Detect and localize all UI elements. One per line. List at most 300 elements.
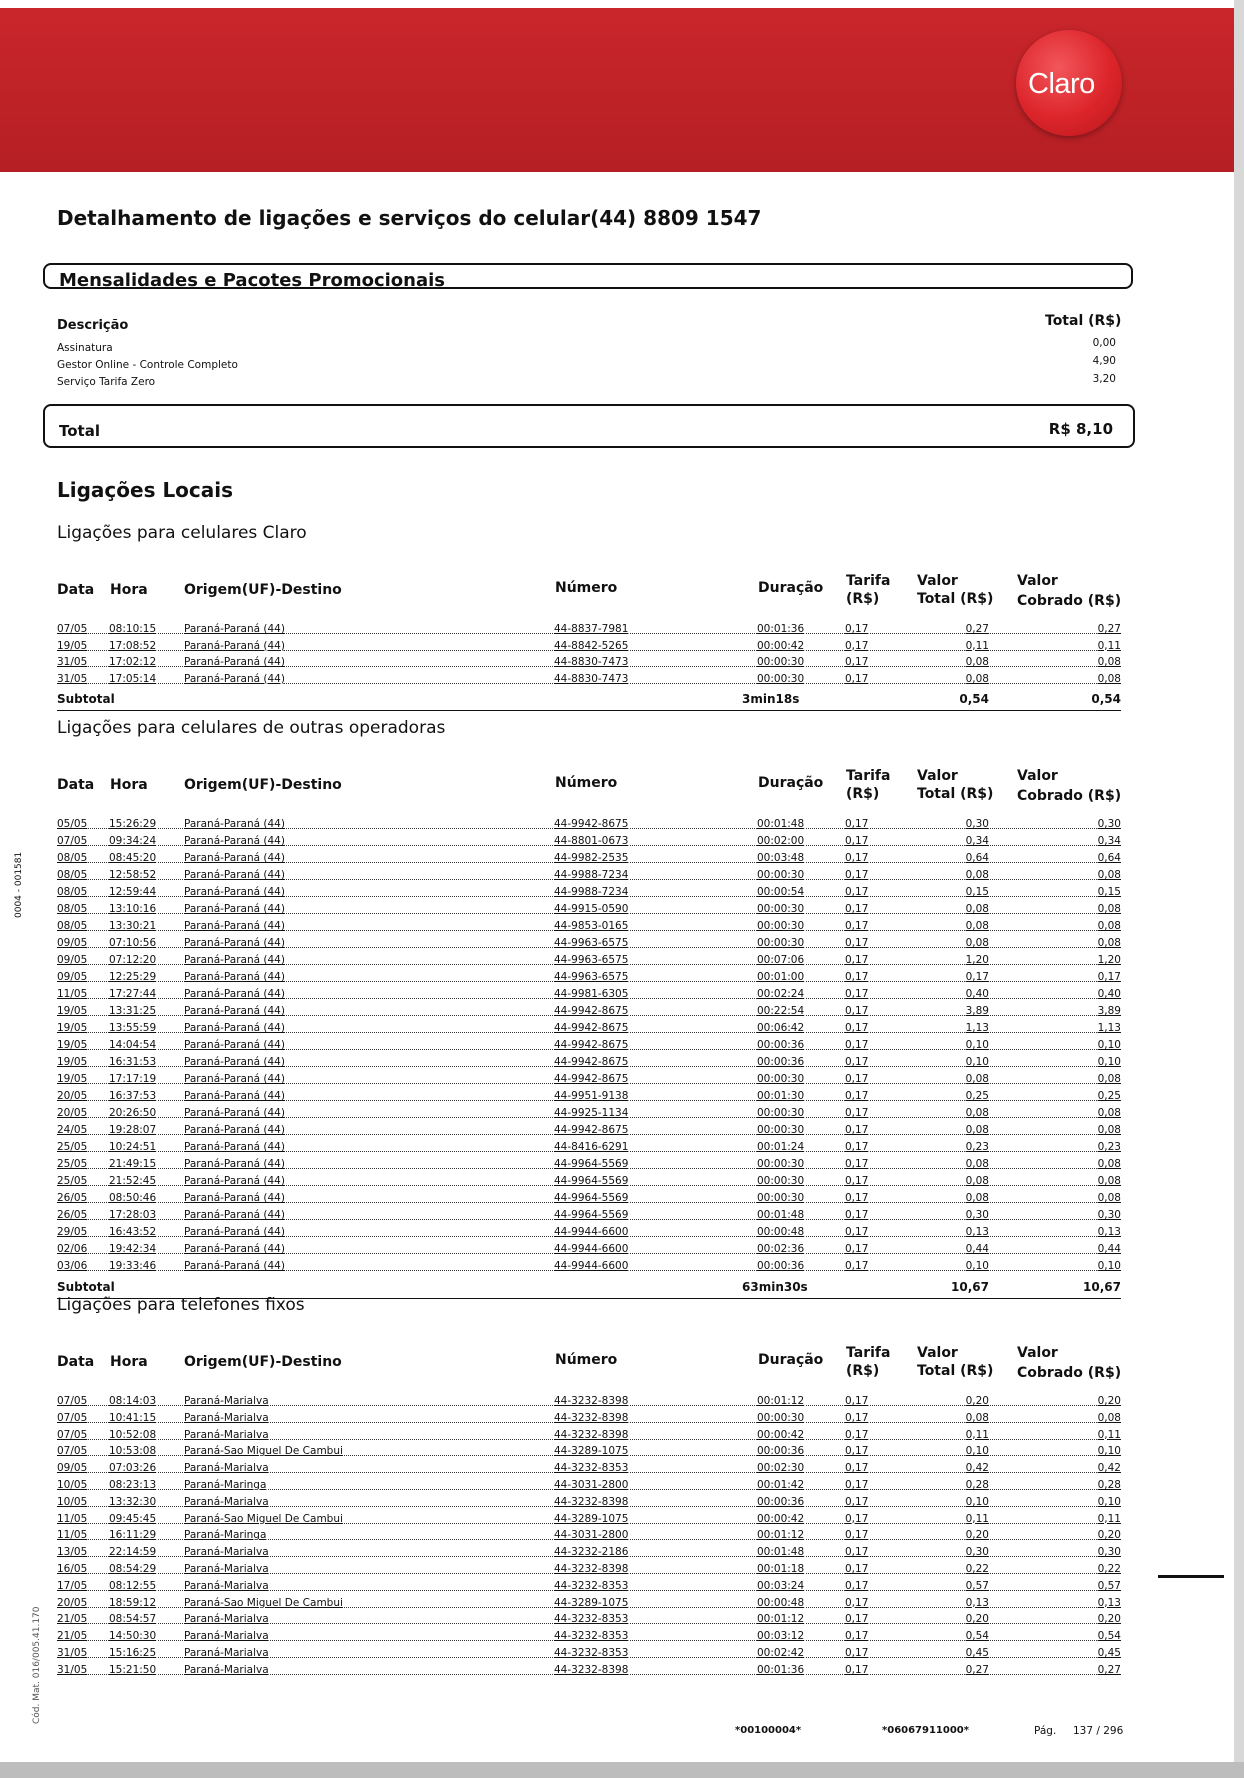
cell-tarifa: 0,17 <box>845 672 869 685</box>
cell-numero: 44-9942-8675 <box>554 1056 629 1068</box>
cell-valor-cobrado: 0,15 <box>1097 886 1121 898</box>
cell-valor-cobrado: 0,23 <box>1097 1141 1121 1153</box>
cell-tarifa: 0,17 <box>845 1462 869 1475</box>
cell-origem-destino: Paraná-Maringa <box>184 1529 267 1542</box>
cell-data: 07/05 <box>57 1428 88 1441</box>
table-row <box>57 671 1121 688</box>
cell-origem-destino: Paraná-Marialva <box>184 1462 269 1475</box>
table-row <box>57 1105 1121 1122</box>
subtotal-row <box>57 690 1121 708</box>
cell-valor-total: 0,13 <box>965 1596 989 1609</box>
cell-tarifa: 0,17 <box>845 1630 869 1643</box>
cell-duracao: 00:00:36 <box>757 1260 805 1272</box>
ligacoes-locais-heading: Ligações Locais <box>57 478 234 502</box>
cell-duracao: 00:00:36 <box>757 1056 805 1068</box>
cell-origem-destino: Paraná-Marialva <box>184 1411 269 1424</box>
cell-valor-cobrado: 0,11 <box>1097 639 1121 652</box>
table-row <box>57 833 1121 850</box>
cell-valor-cobrado: 0,08 <box>1097 920 1121 932</box>
cell-numero: 44-9944-6600 <box>554 1226 629 1238</box>
table-row <box>57 1393 1121 1410</box>
cell-valor-total: 0,10 <box>965 1445 989 1458</box>
cell-numero: 44-3289-1075 <box>554 1445 629 1458</box>
cell-data: 19/05 <box>57 1022 88 1034</box>
cell-tarifa: 0,17 <box>845 1395 869 1407</box>
cell-duracao: 00:02:30 <box>757 1462 805 1475</box>
col-header-duracao: Duração <box>758 1352 824 1368</box>
col-header-tarifa-unit: (R$) <box>846 591 880 607</box>
cell-origem-destino: Paraná-Paraná (44) <box>184 1192 285 1204</box>
cell-data: 19/05 <box>57 1039 88 1051</box>
cell-origem-destino: Paraná-Paraná (44) <box>184 1056 285 1068</box>
col-header-valor-total-unit: Total (R$) <box>917 1363 994 1379</box>
cell-data: 03/06 <box>57 1260 88 1272</box>
cell-valor-total: 0,11 <box>965 1428 989 1441</box>
cell-tarifa: 0,17 <box>845 954 869 966</box>
cell-valor-cobrado: 0,45 <box>1097 1647 1121 1659</box>
cell-duracao: 00:00:30 <box>757 1107 805 1119</box>
cell-valor-total: 0,20 <box>965 1529 989 1542</box>
cell-data: 19/05 <box>57 639 88 652</box>
cell-data: 09/05 <box>57 1462 88 1475</box>
cell-origem-destino: Paraná-Maringa <box>184 1479 267 1491</box>
cell-data: 10/05 <box>57 1495 88 1508</box>
cell-valor-cobrado: 0,08 <box>1097 1411 1121 1424</box>
cell-valor-cobrado: 0,22 <box>1097 1563 1121 1575</box>
table-row <box>57 1139 1121 1156</box>
cell-duracao: 00:01:48 <box>757 818 805 830</box>
cell-valor-total: 0,08 <box>965 920 989 932</box>
col-header-origem: Origem(UF)-Destino <box>184 582 342 598</box>
cell-origem-destino: Paraná-Marialva <box>184 1395 269 1407</box>
cell-valor-cobrado: 0,08 <box>1097 1107 1121 1119</box>
col-header-valor-cobrado-unit: Cobrado (R$) <box>1017 1365 1122 1381</box>
cell-valor-cobrado: 0,11 <box>1097 1512 1121 1525</box>
cell-tarifa: 0,17 <box>845 1647 869 1659</box>
table-row <box>57 935 1121 952</box>
cell-hora: 16:43:52 <box>109 1226 157 1238</box>
cell-data: 13/05 <box>57 1546 88 1559</box>
cell-tarifa: 0,17 <box>845 869 869 881</box>
cell-duracao: 00:03:48 <box>757 852 805 864</box>
cell-valor-total: 0,10 <box>965 1260 989 1272</box>
col-header-valor-cobrado-unit: Cobrado (R$) <box>1017 788 1122 804</box>
cell-data: 07/05 <box>57 835 88 847</box>
margin-mark <box>1158 1575 1224 1578</box>
cell-tarifa: 0,17 <box>845 1529 869 1542</box>
table-row <box>57 952 1121 969</box>
cell-origem-destino: Paraná-Paraná (44) <box>184 818 285 830</box>
cell-numero: 44-9944-6600 <box>554 1243 629 1255</box>
cell-origem-destino: Paraná-Paraná (44) <box>184 1124 285 1136</box>
cell-hora: 16:31:53 <box>109 1056 157 1068</box>
cell-numero: 44-9964-5569 <box>554 1209 629 1221</box>
cell-valor-total: 0,08 <box>965 672 989 685</box>
cell-valor-total: 0,08 <box>965 656 989 669</box>
total-box <box>43 404 1135 448</box>
cell-valor-total: 0,13 <box>965 1226 989 1238</box>
table-row <box>57 621 1121 638</box>
cell-valor-total: 0,30 <box>965 1546 989 1559</box>
cell-duracao: 00:01:18 <box>757 1563 805 1575</box>
cell-data: 20/05 <box>57 1107 88 1119</box>
cell-duracao: 00:03:24 <box>757 1579 805 1592</box>
cell-valor-total: 0,64 <box>965 852 989 864</box>
cell-tarifa: 0,17 <box>845 818 869 830</box>
cell-tarifa: 0,17 <box>845 623 869 635</box>
cell-duracao: 00:00:30 <box>757 1073 805 1085</box>
cell-valor-cobrado: 0,08 <box>1097 1158 1121 1170</box>
page-label: Pág. <box>1034 1725 1057 1737</box>
cell-origem-destino: Paraná-Marialva <box>184 1663 269 1676</box>
cell-valor-total: 0,30 <box>965 1209 989 1221</box>
table-row <box>57 1122 1121 1139</box>
cell-tarifa: 0,17 <box>845 1226 869 1238</box>
cell-valor-total: 0,27 <box>965 1663 989 1676</box>
table-row <box>57 1224 1121 1241</box>
cell-duracao: 00:00:48 <box>757 1226 805 1238</box>
cell-valor-total: 0,10 <box>965 1495 989 1508</box>
cell-valor-cobrado: 0,20 <box>1097 1529 1121 1542</box>
cell-numero: 44-9915-0590 <box>554 903 629 915</box>
cell-origem-destino: Paraná-Paraná (44) <box>184 954 285 966</box>
cell-hora: 13:32:30 <box>109 1495 157 1508</box>
cell-tarifa: 0,17 <box>845 1056 869 1068</box>
cell-duracao: 00:01:42 <box>757 1479 805 1491</box>
cell-hora: 13:30:21 <box>109 920 157 932</box>
cell-numero: 44-9942-8675 <box>554 1039 629 1051</box>
cell-tarifa: 0,17 <box>845 1124 869 1136</box>
cell-valor-total: 0,25 <box>965 1090 989 1102</box>
col-header-valor-total: Valor <box>917 1345 958 1361</box>
cell-origem-destino: Paraná-Paraná (44) <box>184 623 285 635</box>
table-row <box>57 1054 1121 1071</box>
cell-valor-total: 0,08 <box>965 903 989 915</box>
cell-hora: 08:45:20 <box>109 852 157 864</box>
cell-valor-cobrado: 0,10 <box>1097 1445 1121 1458</box>
cell-data: 31/05 <box>57 656 88 669</box>
subtotal-duracao: 3min18s <box>742 692 800 707</box>
cell-hora: 13:55:59 <box>109 1022 157 1034</box>
col-header-valor-total-unit: Total (R$) <box>917 786 994 802</box>
cell-valor-cobrado: 1,13 <box>1097 1022 1121 1034</box>
cell-numero: 44-3031-2800 <box>554 1529 629 1542</box>
cell-duracao: 00:00:30 <box>757 672 805 685</box>
col-header-hora: Hora <box>110 1354 148 1370</box>
cell-data: 25/05 <box>57 1158 88 1170</box>
col-header-valor-total: Valor <box>917 573 958 589</box>
cell-numero: 44-8801-0673 <box>554 835 629 847</box>
cell-numero: 44-3289-1075 <box>554 1596 629 1609</box>
cell-hora: 07:10:56 <box>109 937 157 949</box>
table-row <box>57 816 1121 833</box>
cell-valor-cobrado: 0,11 <box>1097 1428 1121 1441</box>
table-row <box>57 1595 1121 1612</box>
cell-valor-total: 0,42 <box>965 1462 989 1475</box>
cell-valor-cobrado: 0,08 <box>1097 903 1121 915</box>
service-value: 3,20 <box>1092 373 1116 385</box>
cell-numero: 44-3232-2186 <box>554 1546 629 1559</box>
claro-logo <box>1016 30 1122 136</box>
cell-numero: 44-3232-8398 <box>554 1428 629 1441</box>
cell-tarifa: 0,17 <box>845 971 869 983</box>
service-label: Serviço Tarifa Zero <box>57 376 156 388</box>
cell-data: 08/05 <box>57 869 88 881</box>
cell-duracao: 00:02:42 <box>757 1647 805 1659</box>
cell-hora: 17:27:44 <box>109 988 157 1000</box>
cell-tarifa: 0,17 <box>845 656 869 669</box>
table-row <box>57 1494 1121 1511</box>
cell-data: 20/05 <box>57 1090 88 1102</box>
subtotal-row <box>57 1278 1121 1296</box>
cell-valor-total: 0,44 <box>965 1243 989 1255</box>
cell-data: 25/05 <box>57 1175 88 1187</box>
table-row <box>57 1190 1121 1207</box>
cell-hora: 13:10:16 <box>109 903 157 915</box>
cell-numero: 44-3289-1075 <box>554 1512 629 1525</box>
col-header-valor-cobrado-unit: Cobrado (R$) <box>1017 593 1122 609</box>
cell-tarifa: 0,17 <box>845 1073 869 1085</box>
table-row <box>57 1645 1121 1662</box>
cell-duracao: 00:01:24 <box>757 1141 805 1153</box>
cell-duracao: 00:02:00 <box>757 835 805 847</box>
table-row <box>57 901 1121 918</box>
cell-hora: 08:23:13 <box>109 1479 157 1491</box>
cell-hora: 08:10:15 <box>109 623 157 635</box>
side-code: 0004 - 001581 <box>14 851 24 918</box>
col-header-valor-total: Valor <box>917 768 958 784</box>
cell-valor-total: 0,08 <box>965 869 989 881</box>
cell-duracao: 00:00:30 <box>757 1192 805 1204</box>
cell-valor-cobrado: 0,30 <box>1097 818 1121 830</box>
cell-origem-destino: Paraná-Paraná (44) <box>184 988 285 1000</box>
cell-numero: 44-8830-7473 <box>554 656 629 669</box>
cell-origem-destino: Paraná-Sao Miguel De Cambui <box>184 1445 343 1458</box>
col-header-data: Data <box>57 582 95 598</box>
cell-valor-total: 0,10 <box>965 1056 989 1068</box>
cell-hora: 10:52:08 <box>109 1428 157 1441</box>
cell-numero: 44-3232-8398 <box>554 1663 629 1676</box>
cell-duracao: 00:01:12 <box>757 1395 805 1407</box>
cell-origem-destino: Paraná-Paraná (44) <box>184 1039 285 1051</box>
col-header-hora: Hora <box>110 777 148 793</box>
cell-tarifa: 0,17 <box>845 1596 869 1609</box>
cell-numero: 44-9942-8675 <box>554 1022 629 1034</box>
cell-numero: 44-9951-9138 <box>554 1090 629 1102</box>
cell-duracao: 00:22:54 <box>757 1005 805 1017</box>
barcode-code-2: *06067911000* <box>882 1725 969 1736</box>
cell-valor-total: 0,45 <box>965 1647 989 1659</box>
cell-valor-cobrado: 0,08 <box>1097 672 1121 685</box>
cell-hora: 14:04:54 <box>109 1039 157 1051</box>
col-header-hora: Hora <box>110 582 148 598</box>
table-row <box>57 1628 1121 1645</box>
cell-origem-destino: Paraná-Marialva <box>184 1563 269 1575</box>
cell-duracao: 00:00:36 <box>757 1445 805 1458</box>
cell-valor-cobrado: 0,08 <box>1097 656 1121 669</box>
scan-border <box>0 1762 1244 1778</box>
col-header-origem: Origem(UF)-Destino <box>184 1354 342 1370</box>
cell-origem-destino: Paraná-Paraná (44) <box>184 886 285 898</box>
cell-data: 24/05 <box>57 1124 88 1136</box>
cell-valor-total: 0,30 <box>965 818 989 830</box>
cell-data: 08/05 <box>57 903 88 915</box>
cell-hora: 17:28:03 <box>109 1209 157 1221</box>
cell-duracao: 00:00:30 <box>757 903 805 915</box>
cell-tarifa: 0,17 <box>845 1005 869 1017</box>
cell-tarifa: 0,17 <box>845 1141 869 1153</box>
cell-numero: 44-3232-8353 <box>554 1579 629 1592</box>
cell-valor-total: 0,08 <box>965 1073 989 1085</box>
cell-duracao: 00:00:30 <box>757 1124 805 1136</box>
cell-tarifa: 0,17 <box>845 1022 869 1034</box>
cell-origem-destino: Paraná-Sao Miguel De Cambui <box>184 1596 343 1609</box>
table-row <box>57 1443 1121 1460</box>
table-row <box>57 1511 1121 1528</box>
cell-valor-cobrado: 0,08 <box>1097 1124 1121 1136</box>
cell-hora: 22:14:59 <box>109 1546 157 1559</box>
cell-tarifa: 0,17 <box>845 1107 869 1119</box>
table-row <box>57 1578 1121 1595</box>
cell-duracao: 00:00:30 <box>757 1411 805 1424</box>
cell-numero: 44-3031-2800 <box>554 1479 629 1491</box>
cell-valor-cobrado: 0,13 <box>1097 1226 1121 1238</box>
cell-numero: 44-9942-8675 <box>554 1073 629 1085</box>
cell-numero: 44-3232-8398 <box>554 1395 629 1407</box>
table-row <box>57 638 1121 655</box>
cell-origem-destino: Paraná-Paraná (44) <box>184 1209 285 1221</box>
cell-valor-cobrado: 0,08 <box>1097 1192 1121 1204</box>
cell-numero: 44-9963-6575 <box>554 937 629 949</box>
cell-valor-total: 0,28 <box>965 1479 989 1491</box>
table-row <box>57 1071 1121 1088</box>
col-header-data: Data <box>57 1354 95 1370</box>
table-row <box>57 1003 1121 1020</box>
cell-data: 20/05 <box>57 1596 88 1609</box>
cell-tarifa: 0,17 <box>845 852 869 864</box>
subtotal-valor-total: 10,67 <box>951 1280 989 1294</box>
cell-origem-destino: Paraná-Marialva <box>184 1546 269 1559</box>
service-value: 4,90 <box>1092 355 1116 367</box>
col-header-tarifa-unit: (R$) <box>846 786 880 802</box>
cell-valor-total: 0,22 <box>965 1563 989 1575</box>
cell-data: 19/05 <box>57 1005 88 1017</box>
cell-duracao: 00:01:48 <box>757 1209 805 1221</box>
cell-data: 31/05 <box>57 672 88 685</box>
table-row <box>57 1207 1121 1224</box>
subtotal-valor-cobrado: 10,67 <box>1083 1280 1121 1294</box>
cell-data: 17/05 <box>57 1579 88 1592</box>
subtotal-label: Subtotal <box>57 692 115 707</box>
cell-tarifa: 0,17 <box>845 920 869 932</box>
table-row <box>57 918 1121 935</box>
cell-origem-destino: Paraná-Paraná (44) <box>184 1260 285 1272</box>
cell-origem-destino: Paraná-Paraná (44) <box>184 852 285 864</box>
cell-valor-total: 0,57 <box>965 1579 989 1592</box>
cell-tarifa: 0,17 <box>845 1663 869 1676</box>
cell-duracao: 00:01:36 <box>757 1663 805 1676</box>
cell-valor-total: 0,20 <box>965 1613 989 1626</box>
cell-duracao: 00:00:30 <box>757 656 805 669</box>
cell-data: 11/05 <box>57 1529 88 1542</box>
cell-origem-destino: Paraná-Marialva <box>184 1428 269 1441</box>
cell-numero: 44-8416-6291 <box>554 1141 629 1153</box>
cell-duracao: 00:02:24 <box>757 988 805 1000</box>
cell-tarifa: 0,17 <box>845 1090 869 1102</box>
subtotal-valor-total: 0,54 <box>959 692 989 707</box>
cell-numero: 44-3232-8353 <box>554 1647 629 1659</box>
cell-numero: 44-9982-2535 <box>554 852 629 864</box>
cell-data: 09/05 <box>57 937 88 949</box>
cell-valor-total: 0,20 <box>965 1395 989 1407</box>
cell-hora: 13:31:25 <box>109 1005 157 1017</box>
cell-valor-total: 0,15 <box>965 886 989 898</box>
cell-valor-cobrado: 0,17 <box>1097 971 1121 983</box>
cell-numero: 44-9963-6575 <box>554 971 629 983</box>
cell-tarifa: 0,17 <box>845 1428 869 1441</box>
cell-hora: 10:24:51 <box>109 1141 157 1153</box>
cell-valor-total: 0,08 <box>965 1411 989 1424</box>
cell-tarifa: 0,17 <box>845 937 869 949</box>
cell-hora: 09:45:45 <box>109 1512 157 1525</box>
cell-valor-cobrado: 3,89 <box>1097 1005 1121 1017</box>
cell-tarifa: 0,17 <box>845 1158 869 1170</box>
cell-origem-destino: Paraná-Paraná (44) <box>184 1107 285 1119</box>
cell-numero: 44-3232-8398 <box>554 1411 629 1424</box>
cell-valor-cobrado: 0,27 <box>1097 1663 1121 1676</box>
cell-hora: 17:02:12 <box>109 656 157 669</box>
table-row <box>57 1477 1121 1494</box>
subtotal-duracao: 63min30s <box>742 1280 808 1294</box>
table-row <box>57 1544 1121 1561</box>
cell-duracao: 00:00:30 <box>757 1158 805 1170</box>
cell-hora: 08:12:55 <box>109 1579 157 1592</box>
col-header-tarifa: Tarifa <box>846 1345 891 1361</box>
table-row <box>57 1662 1121 1679</box>
cell-origem-destino: Paraná-Paraná (44) <box>184 971 285 983</box>
cell-numero: 44-8842-5265 <box>554 639 629 652</box>
col-header-duracao: Duração <box>758 580 824 596</box>
section-title: Ligações para celulares Claro <box>57 523 307 543</box>
cell-numero: 44-8830-7473 <box>554 672 629 685</box>
cell-hora: 16:37:53 <box>109 1090 157 1102</box>
cell-valor-total: 0,11 <box>965 639 989 652</box>
cell-hora: 18:59:12 <box>109 1596 157 1609</box>
table-row <box>57 1088 1121 1105</box>
cell-duracao: 00:00:42 <box>757 639 805 652</box>
cell-data: 19/05 <box>57 1056 88 1068</box>
cell-valor-total: 0,54 <box>965 1630 989 1643</box>
cell-hora: 19:33:46 <box>109 1260 157 1272</box>
cell-duracao: 00:01:12 <box>757 1529 805 1542</box>
cell-tarifa: 0,17 <box>845 639 869 652</box>
cell-tarifa: 0,17 <box>845 1613 869 1626</box>
cell-data: 09/05 <box>57 971 88 983</box>
cell-duracao: 00:00:42 <box>757 1512 805 1525</box>
cell-numero: 44-9964-5569 <box>554 1192 629 1204</box>
cell-origem-destino: Paraná-Paraná (44) <box>184 1022 285 1034</box>
cell-hora: 17:05:14 <box>109 672 157 685</box>
cell-valor-cobrado: 0,34 <box>1097 835 1121 847</box>
cell-origem-destino: Paraná-Marialva <box>184 1630 269 1643</box>
cell-origem-destino: Paraná-Paraná (44) <box>184 937 285 949</box>
table-row <box>57 1460 1121 1477</box>
cell-data: 19/05 <box>57 1073 88 1085</box>
section-title: Ligações para telefones fixos <box>57 1295 305 1315</box>
cell-tarifa: 0,17 <box>845 1579 869 1592</box>
cell-tarifa: 0,17 <box>845 835 869 847</box>
col-header-tarifa: Tarifa <box>846 768 891 784</box>
